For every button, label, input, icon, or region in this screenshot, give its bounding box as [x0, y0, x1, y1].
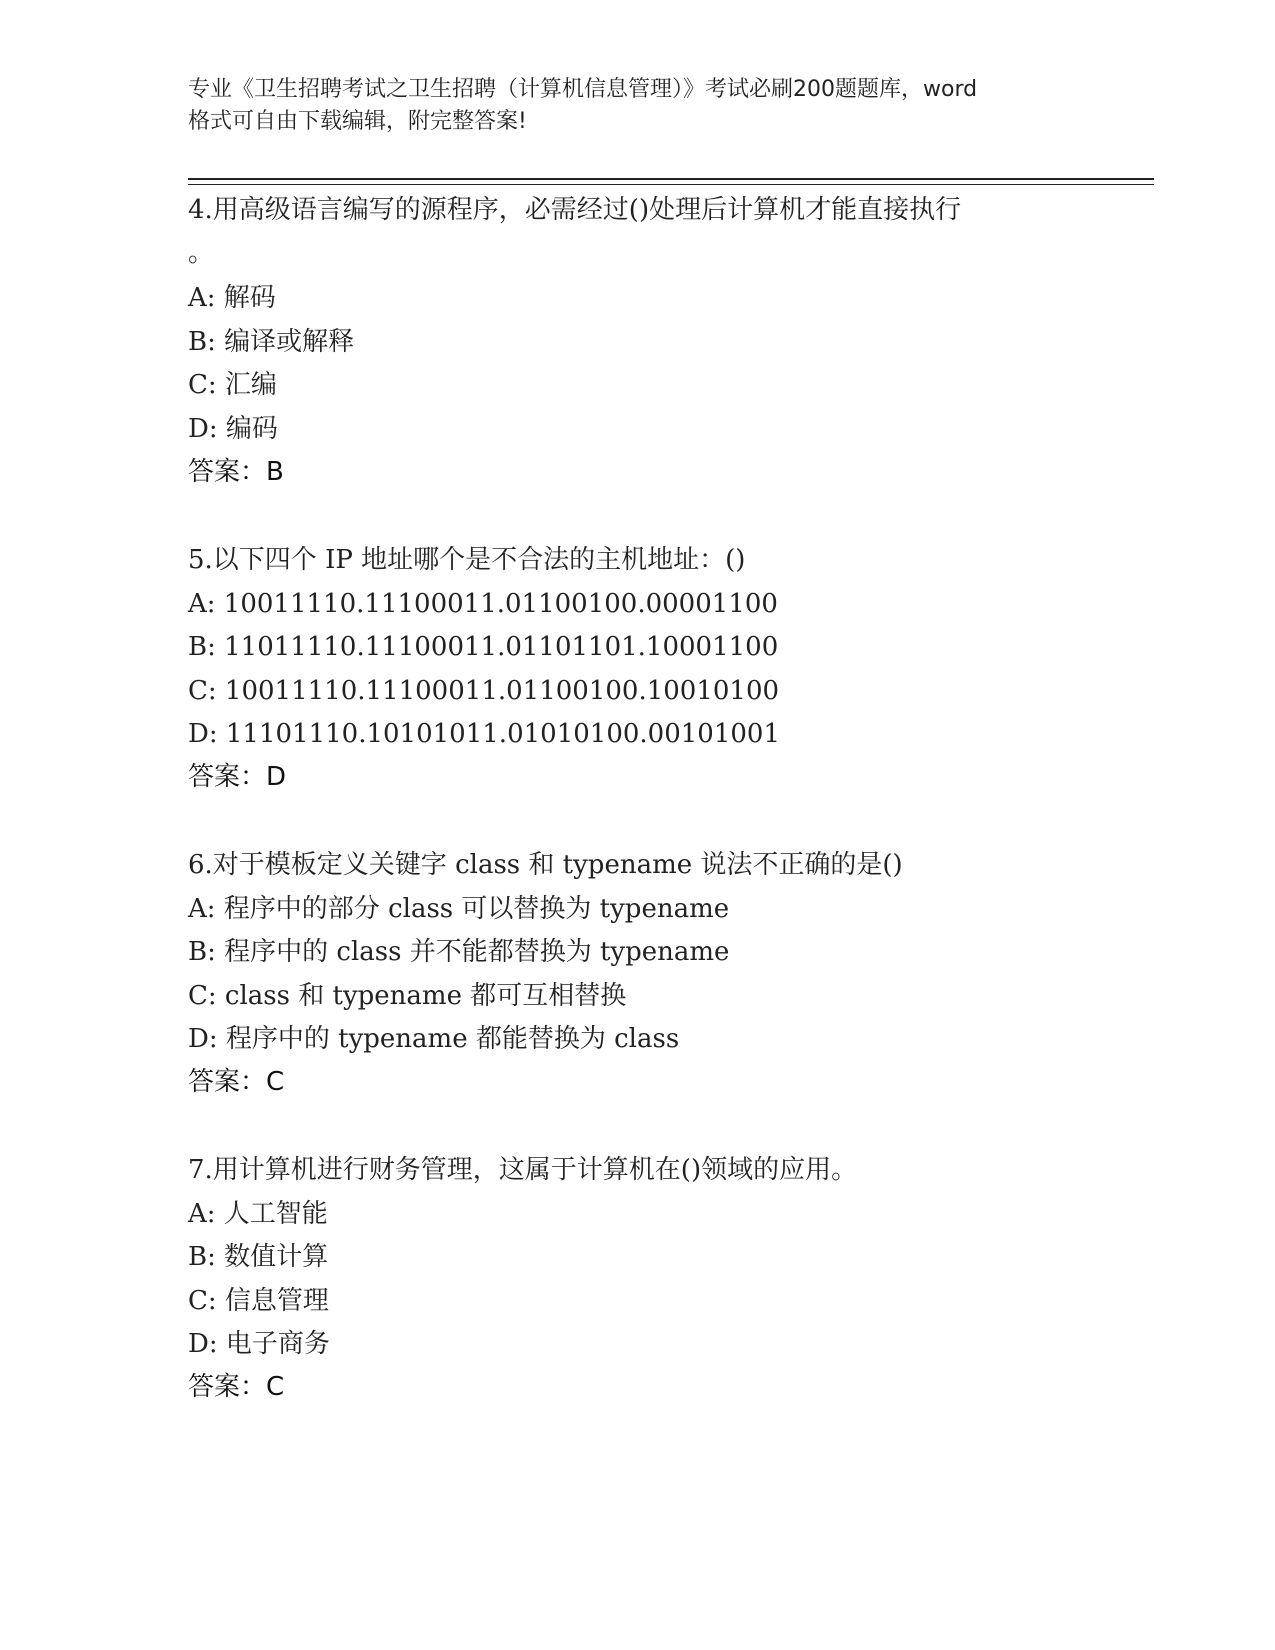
- question-6-option-c: C: class 和 typename 都可互相替换: [188, 981, 627, 1011]
- question-5-option-c: C: 10011110.11100011.01100100.10010100: [188, 676, 780, 706]
- question-6-option-a: A: 程序中的部分 class 可以替换为 typename: [188, 894, 730, 924]
- question-6-option-d: D: 程序中的 typename 都能替换为 class: [188, 1024, 680, 1054]
- question-5-answer: 答案：D: [188, 762, 287, 792]
- question-7-option-c: C: 信息管理: [188, 1286, 329, 1316]
- header-divider-thin: [188, 184, 1154, 185]
- header-line-1: 专业《卫生招聘考试之卫生招聘（计算机信息管理）》考试必刷200题题库，word: [188, 77, 978, 102]
- header-divider-thick: [188, 178, 1154, 180]
- question-4-option-b: B: 编译或解释: [188, 327, 355, 357]
- question-7-answer: 答案：C: [188, 1372, 285, 1402]
- question-4-option-a: A: 解码: [188, 283, 276, 313]
- question-4-option-c: C: 汇编: [188, 370, 277, 400]
- question-7-option-b: B: 数值计算: [188, 1242, 329, 1272]
- question-5-option-b: B: 11011110.11100011.01101101.10001100: [188, 632, 779, 662]
- question-7-option-a: A: 人工智能: [188, 1199, 328, 1229]
- question-4-stem-continuation: 。: [188, 238, 215, 268]
- question-5-option-d: D: 11101110.10101011.01010100.00101001: [188, 719, 781, 749]
- question-6-stem: 6.对于模板定义关键字 class 和 typename 说法不正确的是(): [188, 850, 903, 880]
- question-4-option-d: D: 编码: [188, 414, 278, 444]
- question-6-answer: 答案：C: [188, 1067, 285, 1097]
- question-7-stem: 7.用计算机进行财务管理，这属于计算机在()领域的应用。: [188, 1155, 858, 1185]
- question-6-option-b: B: 程序中的 class 并不能都替换为 typename: [188, 937, 730, 967]
- question-7-option-d: D: 电子商务: [188, 1329, 330, 1359]
- question-5-option-a: A: 10011110.11100011.01100100.00001100: [188, 589, 778, 619]
- question-4-stem: 4.用高级语言编写的源程序，必需经过()处理后计算机才能直接执行: [188, 195, 962, 225]
- header-line-2: 格式可自由下载编辑，附完整答案!: [188, 109, 527, 134]
- document-header: [188, 74, 1128, 138]
- question-5-stem: 5.以下四个 IP 地址哪个是不合法的主机地址：(): [188, 545, 746, 575]
- question-4-answer: 答案：B: [188, 457, 284, 487]
